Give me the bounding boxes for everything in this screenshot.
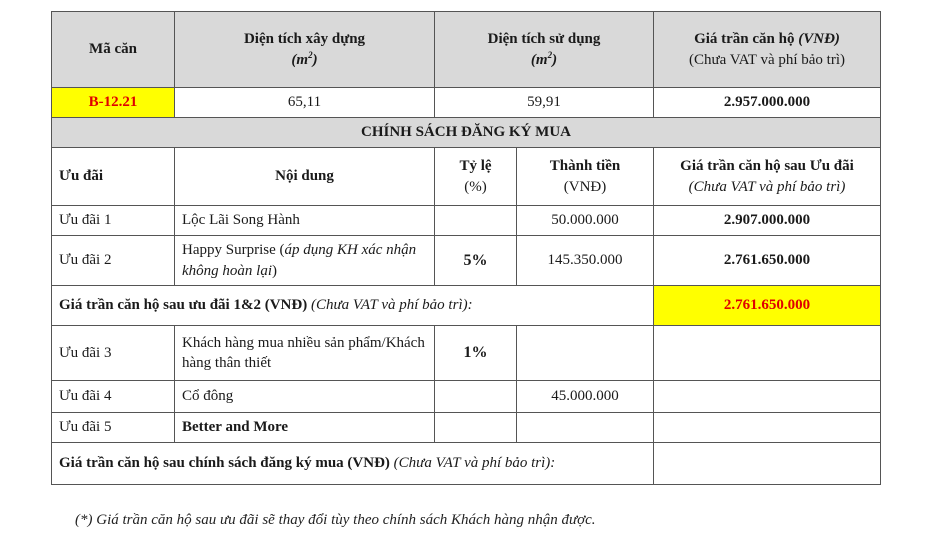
policy-header-offer: Ưu đãi <box>52 148 175 206</box>
offer-amount: 50.000.000 <box>517 206 654 236</box>
unit-built-area: 65,11 <box>175 88 435 118</box>
offer-name: Ưu đãi 4 <box>52 381 175 413</box>
offer-content: Cổ đông <box>175 381 435 413</box>
table-row <box>52 413 881 443</box>
table-row <box>52 236 881 286</box>
offer-name: Ưu đãi 2 <box>52 236 175 286</box>
unit-row <box>52 88 881 118</box>
offer-content: Better and More <box>175 413 435 443</box>
offer-price-after: 2.907.000.000 <box>654 206 881 236</box>
subtotal-value: 2.761.650.000 <box>654 286 881 326</box>
offer-amount <box>517 413 654 443</box>
offer-content: Happy Surprise (áp dụng KH xác nhận không hoàn lại) <box>175 236 435 286</box>
header-built-area: Diện tích xây dựng $(m^2)$ <box>175 12 435 88</box>
unit-usable-area: 59,91 <box>435 88 654 118</box>
final-total-label: Giá trần căn hộ sau chính sách đăng ký mua (VNĐ) (Chưa VAT và phí bảo trì): <box>52 443 654 485</box>
header-unit-code: Mã căn <box>52 12 175 88</box>
offer-name: Ưu đãi 3 <box>52 326 175 381</box>
subtotal-label: Giá trần căn hộ sau ưu đãi 1&2 (VNĐ) (Chưa VAT và phí bảo trì): <box>52 286 654 326</box>
subtotal-row <box>52 286 881 326</box>
header-usable-area: Diện tích sử dụng $(m^2)$ <box>435 12 654 88</box>
offer-name: Ưu đãi 5 <box>52 413 175 443</box>
footnote: (*) Giá trần căn hộ sau ưu đãi sẽ thay đổi tùy theo chính sách Khách hàng nhận được. <box>75 512 596 528</box>
table-row <box>52 381 881 413</box>
offer-rate <box>435 381 517 413</box>
offer-price-after <box>654 326 881 381</box>
section-title: CHÍNH SÁCH ĐĂNG KÝ MUA <box>52 118 881 148</box>
policy-header-row <box>52 148 881 206</box>
offer-price-after: 2.761.650.000 <box>654 236 881 286</box>
offer-price-after <box>654 381 881 413</box>
offer-amount: 145.350.000 <box>517 236 654 286</box>
policy-header-price-after: Giá trần căn hộ sau Ưu đãi (Chưa VAT và phí bảo trì) <box>654 148 881 206</box>
offer-content: Lộc Lãi Song Hành <box>175 206 435 236</box>
unit-code: B-12.21 <box>52 88 175 118</box>
offer-rate: 5% <box>435 236 517 286</box>
final-total-value <box>654 443 881 485</box>
unit-price: 2.957.000.000 <box>654 88 881 118</box>
offer-amount: 45.000.000 <box>517 381 654 413</box>
final-total-row <box>52 443 881 485</box>
offer-price-after <box>654 413 881 443</box>
policy-header-rate: Tỷ lệ (%) <box>435 148 517 206</box>
price-table <box>51 11 881 485</box>
policy-header-content: Nội dung <box>175 148 435 206</box>
offer-rate <box>435 206 517 236</box>
table-row <box>52 326 881 381</box>
offer-amount <box>517 326 654 381</box>
offer-rate: 1% <box>435 326 517 381</box>
offer-rate <box>435 413 517 443</box>
table-header-row <box>52 12 881 88</box>
policy-header-amount: Thành tiền (VNĐ) <box>517 148 654 206</box>
offer-name: Ưu đãi 1 <box>52 206 175 236</box>
offer-content: Khách hàng mua nhiều sản phẩm/Khách hàng thân thiết <box>175 326 435 381</box>
header-ceiling-price: Giá trần căn hộ (VNĐ) (Chưa VAT và phí bảo trì) <box>654 12 881 88</box>
table-row <box>52 206 881 236</box>
section-title-row <box>52 118 881 148</box>
